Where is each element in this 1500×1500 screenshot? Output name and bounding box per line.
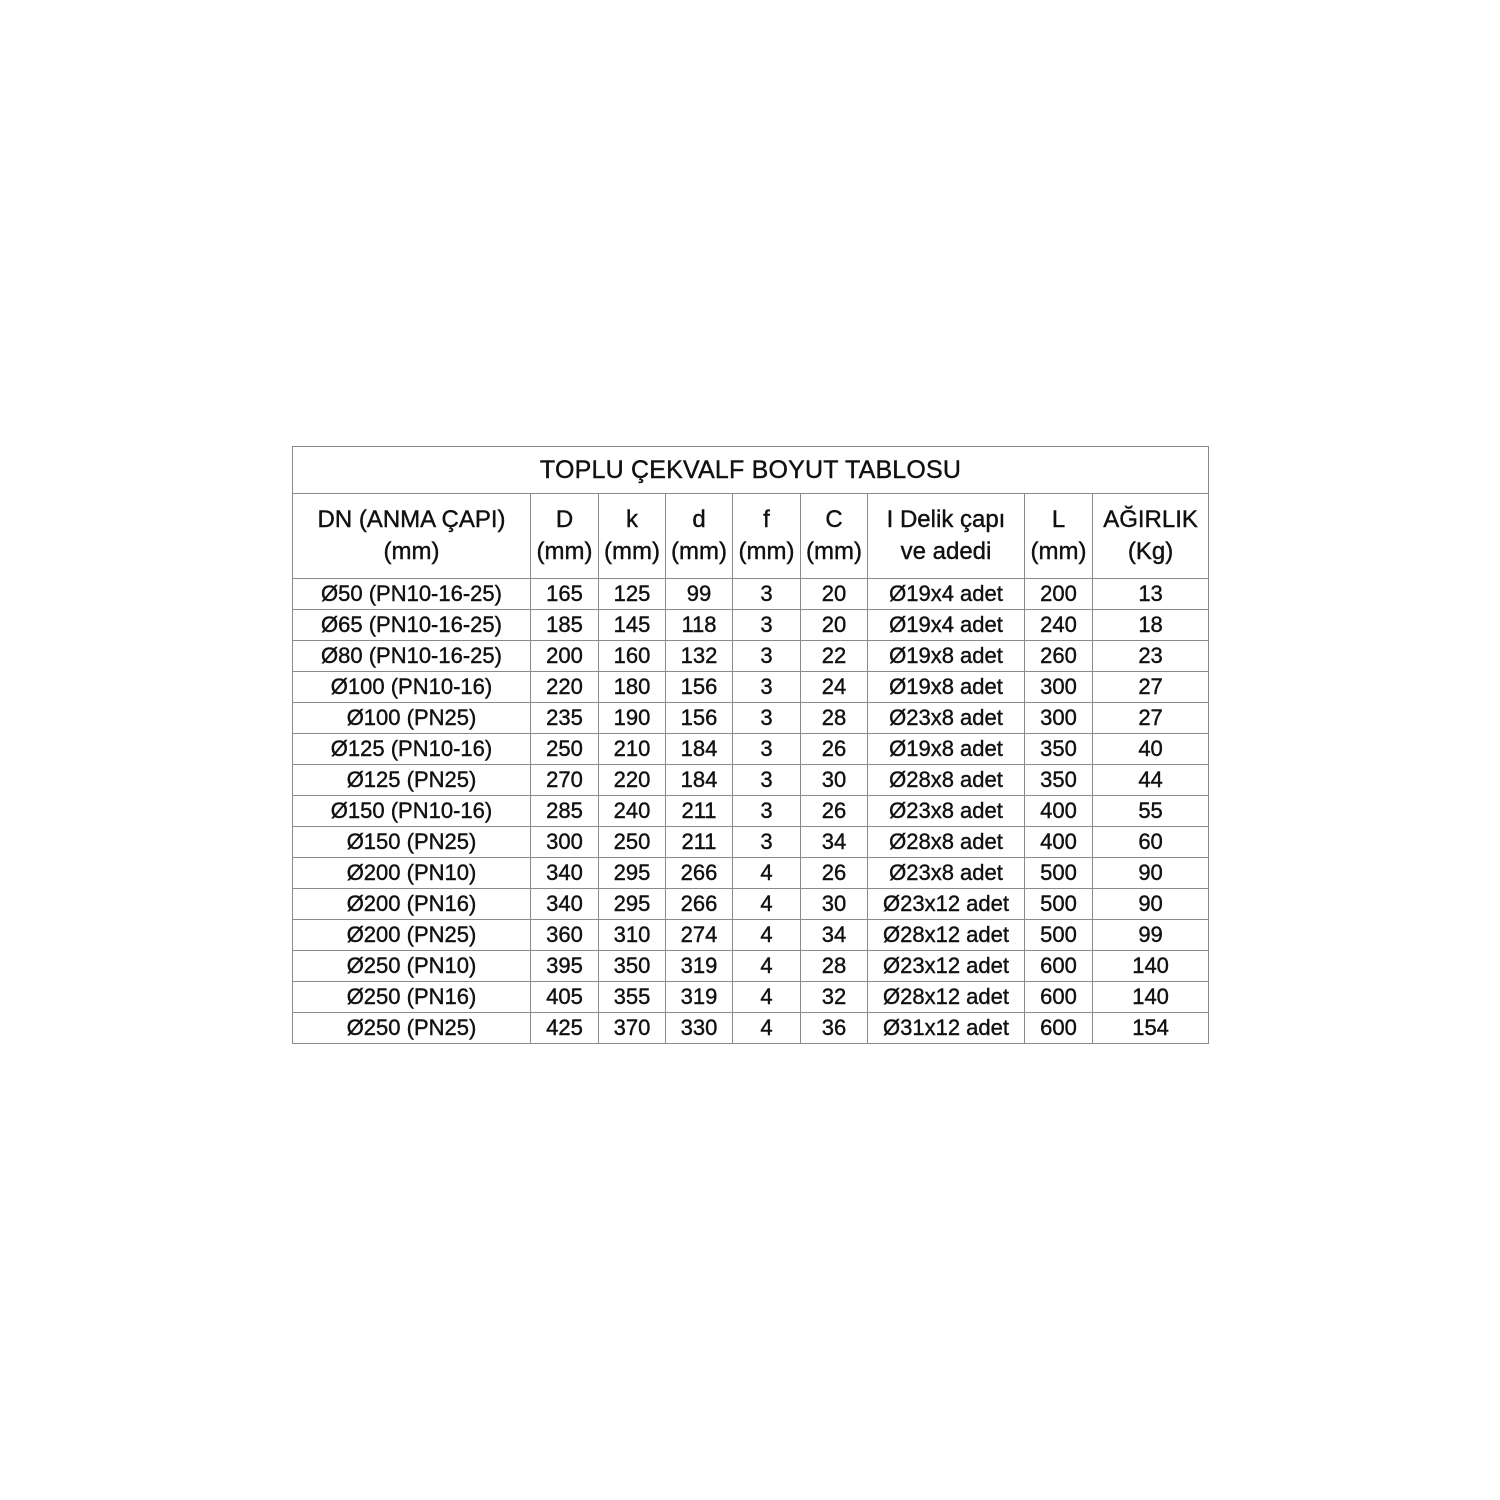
table-cell: 3 (733, 796, 801, 827)
header-line-1: D (555, 506, 574, 533)
table-cell: 240 (599, 796, 666, 827)
table-cell: 13 (1093, 579, 1209, 610)
header-line-1: DN (ANMA ÇAPI) (317, 506, 506, 533)
table-cell: 295 (599, 889, 666, 920)
table-row (293, 765, 1209, 796)
header-f (733, 494, 801, 579)
table-cell: 266 (666, 858, 733, 889)
table-row (293, 858, 1209, 889)
table-cell: 600 (1025, 982, 1093, 1013)
table-cell: 184 (666, 765, 733, 796)
table-cell: Ø100 (PN25) (293, 703, 531, 734)
table-cell: 28 (801, 703, 868, 734)
table-cell: Ø23x8 adet (868, 858, 1025, 889)
table-cell: 30 (801, 889, 868, 920)
table-cell: Ø250 (PN16) (293, 982, 531, 1013)
table-cell: 26 (801, 796, 868, 827)
table-cell: 4 (733, 858, 801, 889)
table-cell: 295 (599, 858, 666, 889)
table-cell: 235 (531, 703, 599, 734)
table-cell: 350 (1025, 734, 1093, 765)
table-cell: Ø125 (PN10-16) (293, 734, 531, 765)
table-cell: 200 (531, 641, 599, 672)
table-cell: Ø19x4 adet (868, 610, 1025, 641)
table-cell: 132 (666, 641, 733, 672)
table-cell: 36 (801, 1013, 868, 1044)
table-cell: 330 (666, 1013, 733, 1044)
header-line-1: I Delik çapı (886, 506, 1006, 533)
table-cell: 20 (801, 579, 868, 610)
table-cell: Ø80 (PN10-16-25) (293, 641, 531, 672)
table-cell: Ø23x8 adet (868, 796, 1025, 827)
table-cell: 220 (599, 765, 666, 796)
table-cell: 300 (1025, 703, 1093, 734)
table-cell: 140 (1093, 951, 1209, 982)
table-cell: 160 (599, 641, 666, 672)
table-row (293, 827, 1209, 858)
table-cell: 22 (801, 641, 868, 672)
table-cell: 300 (531, 827, 599, 858)
header-k (599, 494, 666, 579)
table-cell: 405 (531, 982, 599, 1013)
table-cell: 4 (733, 951, 801, 982)
header-row (293, 494, 1209, 579)
header-line-1: L (1051, 506, 1066, 533)
table-cell: 34 (801, 920, 868, 951)
header-delik (868, 494, 1025, 579)
table-cell: Ø31x12 adet (868, 1013, 1025, 1044)
table-cell: Ø28x12 adet (868, 982, 1025, 1013)
table-cell: 3 (733, 734, 801, 765)
table-cell: 30 (801, 765, 868, 796)
header-line-2: (mm) (383, 538, 440, 565)
table-cell: Ø250 (PN25) (293, 1013, 531, 1044)
table-cell: 99 (1093, 920, 1209, 951)
table-cell: 26 (801, 858, 868, 889)
table-cell: 340 (531, 858, 599, 889)
table-cell: Ø23x8 adet (868, 703, 1025, 734)
table-row (293, 1013, 1209, 1044)
table-cell: Ø250 (PN10) (293, 951, 531, 982)
table-cell: 24 (801, 672, 868, 703)
table-cell: Ø50 (PN10-16-25) (293, 579, 531, 610)
header-dn (293, 494, 531, 579)
header-d-inner (666, 494, 733, 579)
table-cell: 500 (1025, 920, 1093, 951)
header-d-outer (531, 494, 599, 579)
table-cell: 319 (666, 951, 733, 982)
header-line-2: (mm) (1030, 538, 1087, 565)
table-cell: 23 (1093, 641, 1209, 672)
header-line-2: (Kg) (1127, 538, 1174, 565)
dimension-table-container (292, 446, 1208, 1044)
table-cell: 240 (1025, 610, 1093, 641)
table-cell: 319 (666, 982, 733, 1013)
header-line-1: AĞIRLIK (1103, 506, 1198, 533)
table-cell: 4 (733, 889, 801, 920)
table-cell: Ø150 (PN10-16) (293, 796, 531, 827)
table-row (293, 703, 1209, 734)
table-cell: 211 (666, 796, 733, 827)
table-row (293, 672, 1209, 703)
table-row (293, 982, 1209, 1013)
table-cell: 184 (666, 734, 733, 765)
table-cell: Ø19x4 adet (868, 579, 1025, 610)
table-cell: Ø200 (PN16) (293, 889, 531, 920)
table-cell: 140 (1093, 982, 1209, 1013)
table-cell: 3 (733, 610, 801, 641)
table-cell: 400 (1025, 796, 1093, 827)
table-cell: Ø19x8 adet (868, 672, 1025, 703)
table-cell: 250 (599, 827, 666, 858)
table-cell: 266 (666, 889, 733, 920)
header-line-2: (mm) (536, 538, 593, 565)
table-row (293, 641, 1209, 672)
table-cell: 55 (1093, 796, 1209, 827)
header-line-1: f (763, 506, 770, 533)
table-cell: 600 (1025, 951, 1093, 982)
table-cell: 27 (1093, 703, 1209, 734)
header-c (801, 494, 868, 579)
table-cell: 60 (1093, 827, 1209, 858)
header-line-2: ve adedi (900, 538, 992, 565)
header-line-1: d (692, 506, 706, 533)
table-cell: Ø28x8 adet (868, 765, 1025, 796)
table-cell: 34 (801, 827, 868, 858)
table-cell: 425 (531, 1013, 599, 1044)
dimension-table (292, 446, 1209, 1044)
table-cell: 3 (733, 765, 801, 796)
table-cell: 27 (1093, 672, 1209, 703)
table-cell: Ø23x12 adet (868, 889, 1025, 920)
table-cell: 99 (666, 579, 733, 610)
table-cell: 90 (1093, 858, 1209, 889)
table-cell: 26 (801, 734, 868, 765)
table-row (293, 889, 1209, 920)
table-cell: 3 (733, 672, 801, 703)
header-line-2: (mm) (738, 538, 795, 565)
table-cell: 125 (599, 579, 666, 610)
table-cell: 220 (531, 672, 599, 703)
table-cell: 600 (1025, 1013, 1093, 1044)
table-row (293, 796, 1209, 827)
table-cell: 310 (599, 920, 666, 951)
table-cell: 32 (801, 982, 868, 1013)
table-cell: 274 (666, 920, 733, 951)
table-row (293, 734, 1209, 765)
table-cell: 118 (666, 610, 733, 641)
table-cell: 500 (1025, 858, 1093, 889)
table-cell: 500 (1025, 889, 1093, 920)
table-title: TOPLU ÇEKVALF BOYUT TABLOSU (293, 447, 1209, 494)
table-cell: Ø19x8 adet (868, 734, 1025, 765)
table-cell: 180 (599, 672, 666, 703)
table-cell: 350 (1025, 765, 1093, 796)
table-cell: 370 (599, 1013, 666, 1044)
table-cell: 18 (1093, 610, 1209, 641)
table-cell: 40 (1093, 734, 1209, 765)
header-line-2: (mm) (671, 538, 727, 565)
table-cell: 20 (801, 610, 868, 641)
header-line-1: k (626, 506, 638, 533)
table-cell: 4 (733, 920, 801, 951)
header-agirlik (1093, 494, 1209, 579)
table-cell: 260 (1025, 641, 1093, 672)
table-row (293, 579, 1209, 610)
table-cell: 211 (666, 827, 733, 858)
table-cell: Ø28x12 adet (868, 920, 1025, 951)
table-cell: 156 (666, 672, 733, 703)
table-cell: Ø28x8 adet (868, 827, 1025, 858)
table-cell: 300 (1025, 672, 1093, 703)
table-cell: 190 (599, 703, 666, 734)
table-row (293, 920, 1209, 951)
table-cell: 340 (531, 889, 599, 920)
table-cell: 200 (1025, 579, 1093, 610)
table-cell: 154 (1093, 1013, 1209, 1044)
table-cell: 360 (531, 920, 599, 951)
table-cell: 44 (1093, 765, 1209, 796)
table-cell: 210 (599, 734, 666, 765)
table-cell: 270 (531, 765, 599, 796)
header-line-2: (mm) (806, 538, 862, 565)
table-cell: 90 (1093, 889, 1209, 920)
table-cell: 395 (531, 951, 599, 982)
table-cell: 355 (599, 982, 666, 1013)
table-cell: 400 (1025, 827, 1093, 858)
table-cell: 3 (733, 703, 801, 734)
table-cell: 165 (531, 579, 599, 610)
header-line-2: (mm) (604, 538, 660, 565)
table-cell: Ø125 (PN25) (293, 765, 531, 796)
table-cell: 3 (733, 827, 801, 858)
table-cell: 4 (733, 1013, 801, 1044)
table-row (293, 951, 1209, 982)
header-l (1025, 494, 1093, 579)
table-cell: 350 (599, 951, 666, 982)
table-cell: Ø19x8 adet (868, 641, 1025, 672)
table-cell: Ø23x12 adet (868, 951, 1025, 982)
table-cell: Ø200 (PN10) (293, 858, 531, 889)
table-cell: 285 (531, 796, 599, 827)
table-cell: 3 (733, 579, 801, 610)
table-cell: Ø65 (PN10-16-25) (293, 610, 531, 641)
table-cell: 28 (801, 951, 868, 982)
table-cell: Ø100 (PN10-16) (293, 672, 531, 703)
table-cell: 250 (531, 734, 599, 765)
table-cell: 4 (733, 982, 801, 1013)
header-line-1: C (825, 506, 843, 533)
table-row (293, 610, 1209, 641)
table-cell: Ø200 (PN25) (293, 920, 531, 951)
table-cell: 185 (531, 610, 599, 641)
table-cell: 3 (733, 641, 801, 672)
table-cell: 145 (599, 610, 666, 641)
table-cell: 156 (666, 703, 733, 734)
table-cell: Ø150 (PN25) (293, 827, 531, 858)
